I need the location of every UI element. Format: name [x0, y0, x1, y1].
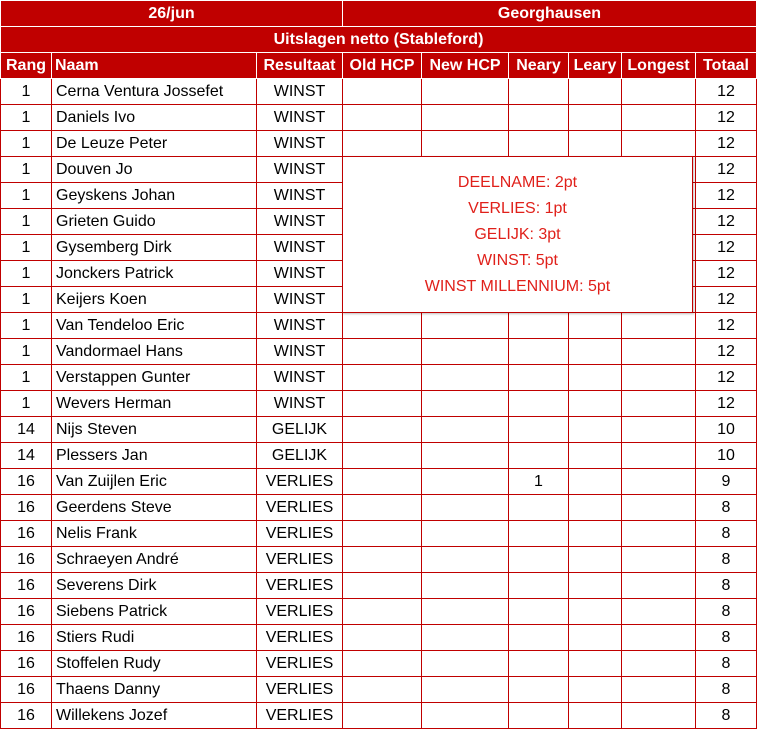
resultaat-cell[interactable]: VERLIES [257, 677, 343, 703]
leary-cell[interactable] [569, 131, 622, 157]
date-cell[interactable]: 26/jun [1, 1, 343, 27]
old-hcp-cell[interactable] [343, 573, 422, 599]
rang-cell[interactable]: 16 [1, 573, 52, 599]
longest-cell[interactable] [622, 651, 696, 677]
naam-cell[interactable]: Willekens Jozef [52, 703, 257, 729]
legend-winst-millennium: WINST MILLENNIUM: 5pt [424, 277, 611, 295]
rang-cell[interactable]: 1 [1, 79, 52, 105]
totaal-cell[interactable]: 10 [696, 443, 757, 469]
resultaat-cell[interactable]: VERLIES [257, 573, 343, 599]
resultaat-cell[interactable]: WINST [257, 235, 343, 261]
leary-cell[interactable] [569, 495, 622, 521]
rang-cell[interactable]: 16 [1, 521, 52, 547]
longest-cell[interactable] [622, 573, 696, 599]
rang-cell[interactable]: 1 [1, 339, 52, 365]
naam-cell[interactable]: Grieten Guido [52, 209, 257, 235]
rang-cell[interactable]: 14 [1, 443, 52, 469]
totaal-cell[interactable]: 10 [696, 417, 757, 443]
legend-winst: WINST: 5pt [477, 251, 558, 269]
totaal-cell[interactable]: 8 [696, 521, 757, 547]
table-row [1, 677, 757, 703]
naam-cell[interactable]: Siebens Patrick [52, 599, 257, 625]
column-header-row [1, 53, 757, 79]
table-row [1, 79, 757, 105]
col-header-naam[interactable]: Naam [52, 53, 257, 79]
resultaat-cell[interactable]: WINST [257, 131, 343, 157]
legend-gelijk: GELIJK: 3pt [474, 225, 561, 243]
naam-cell[interactable]: Douven Jo [52, 157, 257, 183]
naam-cell[interactable]: De Leuze Peter [52, 131, 257, 157]
table-row [1, 703, 757, 729]
table-row [1, 339, 757, 365]
totaal-cell[interactable]: 12 [696, 339, 757, 365]
rang-cell[interactable]: 1 [1, 235, 52, 261]
table-row [1, 469, 757, 495]
longest-cell[interactable] [622, 599, 696, 625]
totaal-cell[interactable]: 12 [696, 391, 757, 417]
resultaat-cell[interactable]: WINST [257, 391, 343, 417]
title-row [1, 1, 757, 27]
resultaat-cell[interactable]: WINST [257, 287, 343, 313]
neary-cell[interactable] [509, 599, 569, 625]
neary-cell[interactable] [509, 417, 569, 443]
old-hcp-cell[interactable] [343, 521, 422, 547]
old-hcp-cell[interactable] [343, 677, 422, 703]
neary-cell[interactable] [509, 443, 569, 469]
naam-cell[interactable]: Wevers Herman [52, 391, 257, 417]
neary-cell[interactable] [509, 573, 569, 599]
leary-cell[interactable] [569, 651, 622, 677]
points-legend-box[interactable] [342, 156, 693, 313]
longest-cell[interactable] [622, 313, 696, 339]
table-row [1, 599, 757, 625]
resultaat-cell[interactable]: GELIJK [257, 443, 343, 469]
old-hcp-cell[interactable] [343, 625, 422, 651]
naam-cell[interactable]: Stoffelen Rudy [52, 651, 257, 677]
rang-cell[interactable]: 1 [1, 157, 52, 183]
new-hcp-cell[interactable] [422, 365, 509, 391]
naam-cell[interactable]: Daniels Ivo [52, 105, 257, 131]
naam-cell[interactable]: Thaens Danny [52, 677, 257, 703]
naam-cell[interactable]: Plessers Jan [52, 443, 257, 469]
new-hcp-cell[interactable] [422, 79, 509, 105]
rang-cell[interactable]: 1 [1, 391, 52, 417]
new-hcp-cell[interactable] [422, 131, 509, 157]
col-header-old-hcp[interactable]: Old HCP [343, 53, 422, 79]
new-hcp-cell[interactable] [422, 599, 509, 625]
location-cell[interactable]: Georghausen [343, 1, 757, 27]
rang-cell[interactable]: 16 [1, 495, 52, 521]
totaal-cell[interactable]: 12 [696, 105, 757, 131]
new-hcp-cell[interactable] [422, 339, 509, 365]
old-hcp-cell[interactable] [343, 547, 422, 573]
longest-cell[interactable] [622, 443, 696, 469]
naam-cell[interactable]: Van Zuijlen Eric [52, 469, 257, 495]
table-row [1, 573, 757, 599]
leary-cell[interactable] [569, 365, 622, 391]
rang-cell[interactable]: 14 [1, 417, 52, 443]
old-hcp-cell[interactable] [343, 417, 422, 443]
rang-cell[interactable]: 16 [1, 677, 52, 703]
old-hcp-cell[interactable] [343, 79, 422, 105]
longest-cell[interactable] [622, 521, 696, 547]
table-row [1, 521, 757, 547]
leary-cell[interactable] [569, 339, 622, 365]
resultaat-cell[interactable]: WINST [257, 261, 343, 287]
new-hcp-cell[interactable] [422, 105, 509, 131]
totaal-cell[interactable]: 12 [696, 261, 757, 287]
naam-cell[interactable]: Schraeyen André [52, 547, 257, 573]
naam-cell[interactable]: Gysemberg Dirk [52, 235, 257, 261]
totaal-cell[interactable]: 8 [696, 703, 757, 729]
neary-cell[interactable] [509, 313, 569, 339]
leary-cell[interactable] [569, 677, 622, 703]
naam-cell[interactable]: Van Tendeloo Eric [52, 313, 257, 339]
new-hcp-cell[interactable] [422, 547, 509, 573]
leary-cell[interactable] [569, 703, 622, 729]
longest-cell[interactable] [622, 417, 696, 443]
legend-deelname: DEELNAME: 2pt [457, 173, 578, 191]
old-hcp-cell[interactable] [343, 495, 422, 521]
naam-cell[interactable]: Keijers Koen [52, 287, 257, 313]
resultaat-cell[interactable]: VERLIES [257, 521, 343, 547]
neary-cell[interactable] [509, 703, 569, 729]
resultaat-cell[interactable]: WINST [257, 157, 343, 183]
resultaat-cell[interactable]: WINST [257, 313, 343, 339]
old-hcp-cell[interactable] [343, 703, 422, 729]
resultaat-cell[interactable]: WINST [257, 183, 343, 209]
neary-cell[interactable] [509, 625, 569, 651]
longest-cell[interactable] [622, 547, 696, 573]
new-hcp-cell[interactable] [422, 521, 509, 547]
resultaat-cell[interactable]: GELIJK [257, 417, 343, 443]
totaal-cell[interactable]: 8 [696, 625, 757, 651]
rang-cell[interactable]: 16 [1, 547, 52, 573]
rang-cell[interactable]: 1 [1, 261, 52, 287]
naam-cell[interactable]: Geyskens Johan [52, 183, 257, 209]
rang-cell[interactable]: 1 [1, 131, 52, 157]
new-hcp-cell[interactable] [422, 495, 509, 521]
old-hcp-cell[interactable] [343, 365, 422, 391]
rang-cell[interactable]: 1 [1, 313, 52, 339]
longest-cell[interactable] [622, 339, 696, 365]
col-header-leary[interactable]: Leary [569, 53, 622, 79]
totaal-cell[interactable]: 12 [696, 131, 757, 157]
old-hcp-cell[interactable] [343, 131, 422, 157]
resultaat-cell[interactable]: WINST [257, 105, 343, 131]
naam-cell[interactable]: Verstappen Gunter [52, 365, 257, 391]
rang-cell[interactable]: 16 [1, 625, 52, 651]
neary-cell[interactable] [509, 131, 569, 157]
neary-cell[interactable] [509, 391, 569, 417]
neary-cell[interactable] [509, 651, 569, 677]
totaal-cell[interactable]: 8 [696, 495, 757, 521]
col-header-totaal[interactable]: Totaal [696, 53, 757, 79]
table-row [1, 417, 757, 443]
old-hcp-cell[interactable] [343, 651, 422, 677]
naam-cell[interactable]: Nelis Frank [52, 521, 257, 547]
rang-cell[interactable]: 16 [1, 703, 52, 729]
naam-cell[interactable]: Severens Dirk [52, 573, 257, 599]
table-row [1, 495, 757, 521]
resultaat-cell[interactable]: VERLIES [257, 625, 343, 651]
totaal-cell[interactable]: 8 [696, 547, 757, 573]
resultaat-cell[interactable]: WINST [257, 365, 343, 391]
table-row [1, 131, 757, 157]
resultaat-cell[interactable]: VERLIES [257, 547, 343, 573]
leary-cell[interactable] [569, 547, 622, 573]
resultaat-cell[interactable]: VERLIES [257, 651, 343, 677]
totaal-cell[interactable]: 8 [696, 599, 757, 625]
naam-cell[interactable]: Geerdens Steve [52, 495, 257, 521]
neary-cell[interactable] [509, 365, 569, 391]
longest-cell[interactable] [622, 105, 696, 131]
new-hcp-cell[interactable] [422, 417, 509, 443]
rang-cell[interactable]: 1 [1, 365, 52, 391]
new-hcp-cell[interactable] [422, 391, 509, 417]
totaal-cell[interactable]: 12 [696, 183, 757, 209]
leary-cell[interactable] [569, 521, 622, 547]
totaal-cell[interactable]: 8 [696, 677, 757, 703]
table-row [1, 391, 757, 417]
old-hcp-cell[interactable] [343, 391, 422, 417]
table-row [1, 443, 757, 469]
resultaat-cell[interactable]: VERLIES [257, 599, 343, 625]
leary-cell[interactable] [569, 79, 622, 105]
resultaat-cell[interactable]: WINST [257, 79, 343, 105]
neary-cell[interactable] [509, 105, 569, 131]
legend-verlies: VERLIES: 1pt [468, 199, 567, 217]
longest-cell[interactable] [622, 469, 696, 495]
longest-cell[interactable] [622, 365, 696, 391]
neary-cell[interactable] [509, 677, 569, 703]
table-row [1, 651, 757, 677]
neary-cell[interactable] [509, 521, 569, 547]
leary-cell[interactable] [569, 391, 622, 417]
new-hcp-cell[interactable] [422, 443, 509, 469]
old-hcp-cell[interactable] [343, 339, 422, 365]
table-row [1, 313, 757, 339]
naam-cell[interactable]: Vandormael Hans [52, 339, 257, 365]
longest-cell[interactable] [622, 677, 696, 703]
resultaat-cell[interactable]: VERLIES [257, 495, 343, 521]
resultaat-cell[interactable]: VERLIES [257, 703, 343, 729]
rang-cell[interactable]: 16 [1, 651, 52, 677]
leary-cell[interactable] [569, 599, 622, 625]
new-hcp-cell[interactable] [422, 677, 509, 703]
new-hcp-cell[interactable] [422, 313, 509, 339]
leary-cell[interactable] [569, 469, 622, 495]
totaal-cell[interactable]: 8 [696, 573, 757, 599]
resultaat-cell[interactable]: VERLIES [257, 469, 343, 495]
neary-cell[interactable] [509, 79, 569, 105]
new-hcp-cell[interactable] [422, 651, 509, 677]
table-row [1, 365, 757, 391]
leary-cell[interactable] [569, 313, 622, 339]
leary-cell[interactable] [569, 573, 622, 599]
old-hcp-cell[interactable] [343, 443, 422, 469]
old-hcp-cell[interactable] [343, 105, 422, 131]
longest-cell[interactable] [622, 79, 696, 105]
resultaat-cell[interactable]: WINST [257, 209, 343, 235]
neary-cell[interactable] [509, 495, 569, 521]
totaal-cell[interactable]: 12 [696, 209, 757, 235]
rang-cell[interactable]: 1 [1, 105, 52, 131]
longest-cell[interactable] [622, 391, 696, 417]
rang-cell[interactable]: 16 [1, 599, 52, 625]
leary-cell[interactable] [569, 443, 622, 469]
leary-cell[interactable] [569, 625, 622, 651]
totaal-cell[interactable]: 12 [696, 79, 757, 105]
leary-cell[interactable] [569, 105, 622, 131]
col-header-longest[interactable]: Longest [622, 53, 696, 79]
col-header-resultaat[interactable]: Resultaat [257, 53, 343, 79]
leary-cell[interactable] [569, 417, 622, 443]
resultaat-cell[interactable]: WINST [257, 339, 343, 365]
neary-cell[interactable]: 1 [509, 469, 569, 495]
old-hcp-cell[interactable] [343, 313, 422, 339]
totaal-cell[interactable]: 12 [696, 157, 757, 183]
col-header-rang[interactable]: Rang [1, 53, 52, 79]
col-header-neary[interactable]: Neary [509, 53, 569, 79]
rang-cell[interactable]: 1 [1, 287, 52, 313]
totaal-cell[interactable]: 12 [696, 287, 757, 313]
subtitle-cell[interactable]: Uitslagen netto (Stableford) [1, 27, 757, 53]
longest-cell[interactable] [622, 625, 696, 651]
totaal-cell[interactable]: 8 [696, 651, 757, 677]
longest-cell[interactable] [622, 131, 696, 157]
col-header-new-hcp[interactable]: New HCP [422, 53, 509, 79]
new-hcp-cell[interactable] [422, 703, 509, 729]
new-hcp-cell[interactable] [422, 625, 509, 651]
table-row [1, 105, 757, 131]
longest-cell[interactable] [622, 495, 696, 521]
totaal-cell[interactable]: 9 [696, 469, 757, 495]
new-hcp-cell[interactable] [422, 573, 509, 599]
rang-cell[interactable]: 1 [1, 183, 52, 209]
longest-cell[interactable] [622, 703, 696, 729]
old-hcp-cell[interactable] [343, 599, 422, 625]
naam-cell[interactable]: Jonckers Patrick [52, 261, 257, 287]
neary-cell[interactable] [509, 547, 569, 573]
naam-cell[interactable]: Stiers Rudi [52, 625, 257, 651]
table-row [1, 547, 757, 573]
rang-cell[interactable]: 16 [1, 469, 52, 495]
old-hcp-cell[interactable] [343, 469, 422, 495]
naam-cell[interactable]: Cerna Ventura Jossefet [52, 79, 257, 105]
totaal-cell[interactable]: 12 [696, 365, 757, 391]
new-hcp-cell[interactable] [422, 469, 509, 495]
totaal-cell[interactable]: 12 [696, 235, 757, 261]
table-row [1, 625, 757, 651]
neary-cell[interactable] [509, 339, 569, 365]
naam-cell[interactable]: Nijs Steven [52, 417, 257, 443]
rang-cell[interactable]: 1 [1, 209, 52, 235]
subtitle-row [1, 27, 757, 53]
totaal-cell[interactable]: 12 [696, 313, 757, 339]
